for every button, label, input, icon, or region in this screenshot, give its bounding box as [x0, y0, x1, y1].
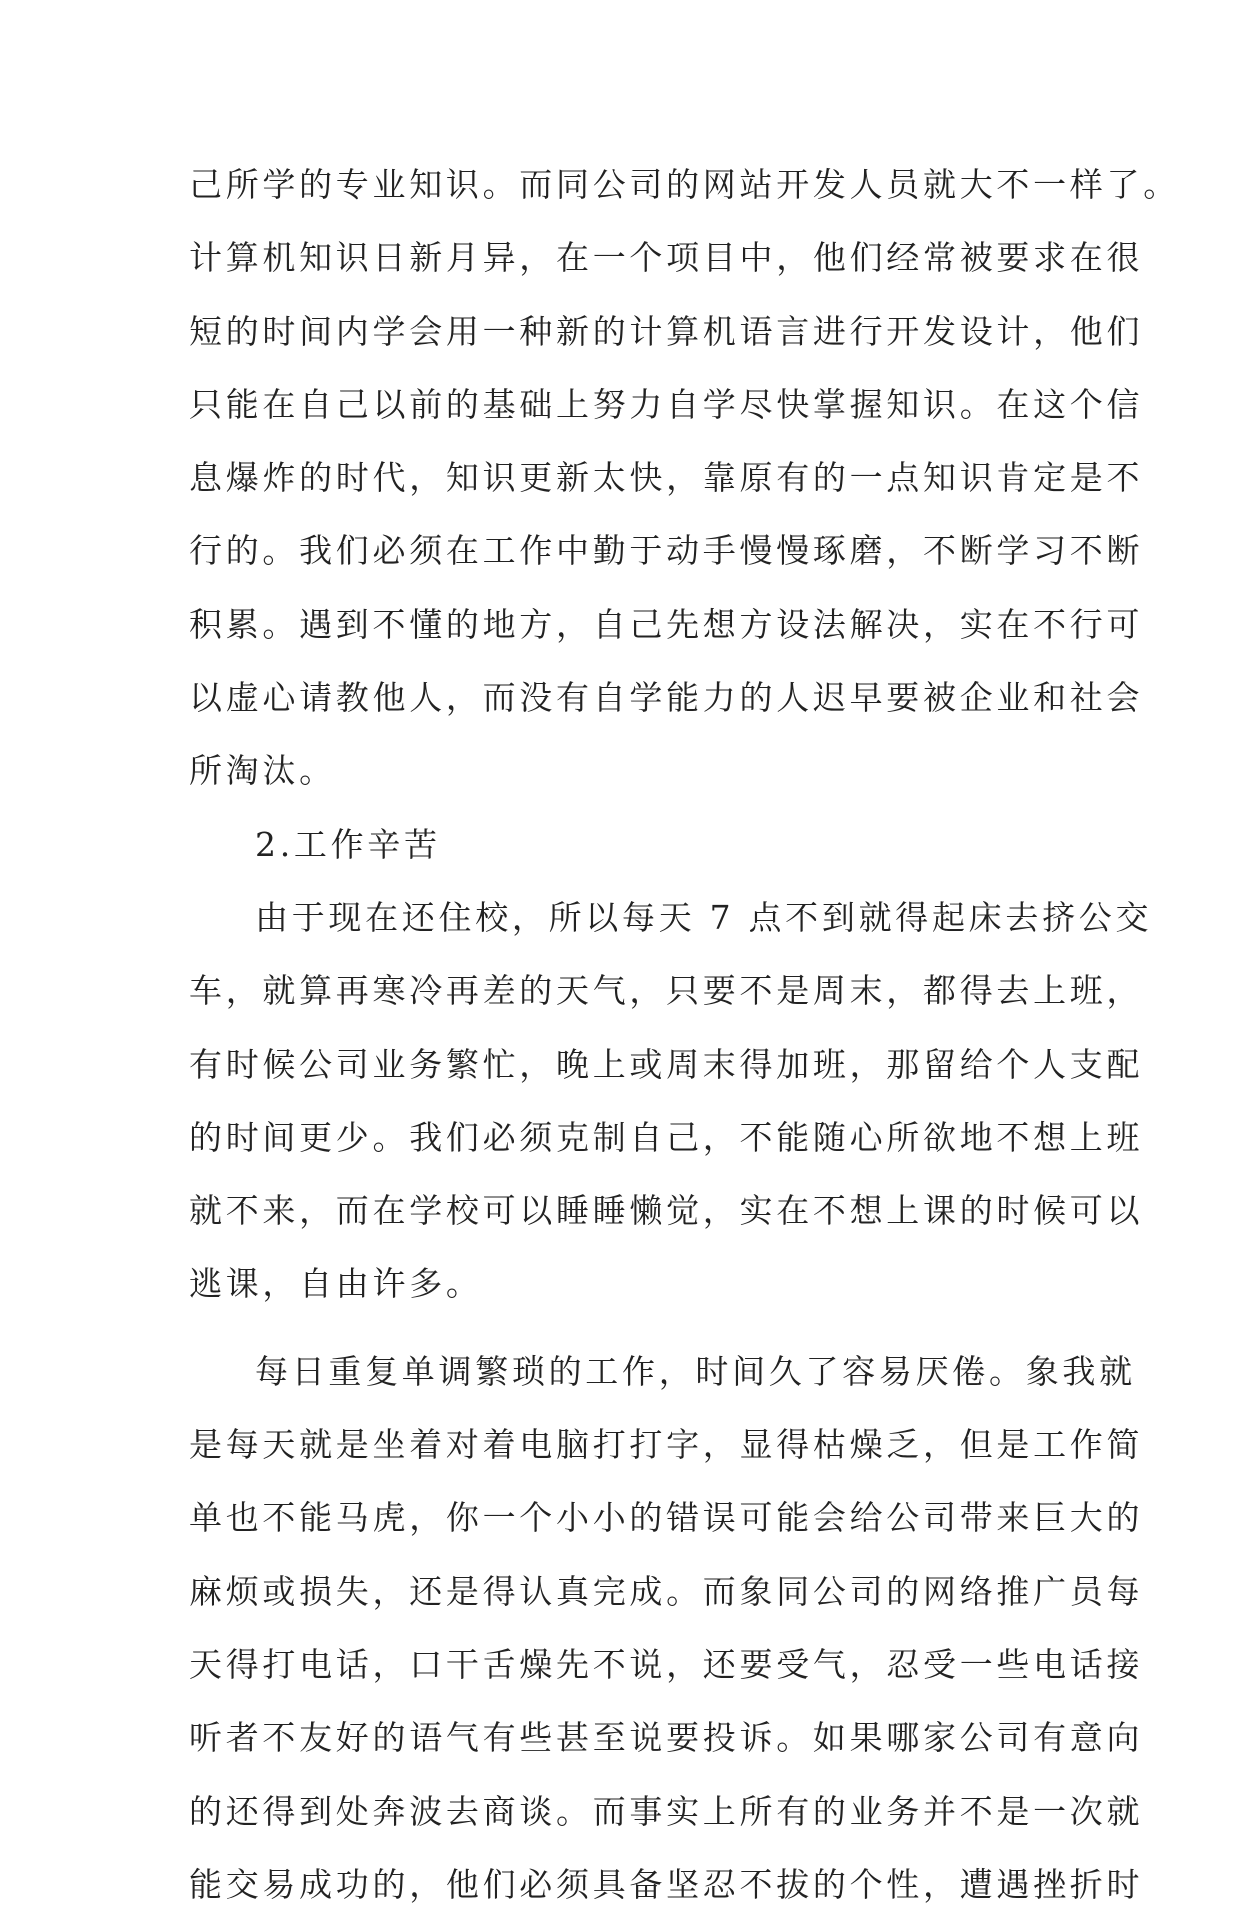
text-line: 车，就算再寒冷再差的天气，只要不是周末，都得去上班， — [189, 971, 1144, 1011]
text-line: 有时候公司业务繁忙，晚上或周末得加班，那留给个人支配 — [189, 1044, 1144, 1084]
text-line: 听者不友好的语气有些甚至说要投诉。如果哪家公司有意向 — [189, 1718, 1144, 1758]
text-line: 行的。我们必须在工作中勤于动手慢慢琢磨，不断学习不断 — [189, 531, 1144, 571]
text-line: 是每天就是坐着对着电脑打打字，显得枯燥乏，但是工作简 — [189, 1425, 1144, 1465]
paragraph-repetitive-work — [189, 1335, 1144, 1921]
text-line: 由于现在还住校，所以每天 7 点不到就得起床去挤公交 — [255, 897, 1153, 937]
text-line: 就不来，而在学校可以睡睡懒觉，实在不想上课的时候可以 — [189, 1191, 1144, 1231]
text-line: 每日重复单调繁琐的工作，时间久了容易厌倦。象我就 — [255, 1351, 1136, 1391]
text-line: 的还得到处奔波去商谈。而事实上所有的业务并不是一次就 — [189, 1791, 1144, 1831]
section-heading: 2.工作辛苦 — [255, 824, 441, 864]
text-line: 天得打电话，口干舌燥先不说，还要受气，忍受一些电话接 — [189, 1644, 1144, 1684]
text-line: 逃课，自由许多。 — [189, 1264, 483, 1304]
text-line: 计算机知识日新月异，在一个项目中，他们经常被要求在很 — [189, 238, 1144, 278]
text-line: 己所学的专业知识。而同公司的网站开发人员就大不一样了。 — [189, 165, 1180, 204]
text-line: 所淘汰。 — [189, 751, 336, 791]
text-line: 短的时间内学会用一种新的计算机语言进行开发设计，他们 — [189, 311, 1144, 351]
text-line: 息爆炸的时代，知识更新太快，靠原有的一点知识肯定是不 — [189, 458, 1144, 498]
document-body — [189, 148, 1180, 1921]
paragraph-self-learning — [189, 148, 1180, 808]
paragraph-spacer — [189, 1321, 1089, 1335]
text-line: 麻烦或损失，还是得认真完成。而象同公司的网络推广员每 — [189, 1571, 1144, 1611]
text-line: 以虚心请教他人，而没有自学能力的人迟早要被企业和社会 — [189, 678, 1144, 718]
text-line: 只能在自己以前的基础上努力自学尽快掌握知识。在这个信 — [189, 384, 1144, 424]
text-line: 积累。遇到不懂的地方，自己先想方设法解决，实在不行可 — [189, 604, 1144, 644]
text-line: 的时间更少。我们必须克制自己，不能随心所欲地不想上班 — [189, 1117, 1144, 1157]
text-line: 能交易成功的，他们必须具备坚忍不拔的个性，遭遇挫折时 — [189, 1864, 1144, 1904]
paragraph-hard-work — [189, 881, 1153, 1321]
text-line: 单也不能马虎，你一个小小的错误可能会给公司带来巨大的 — [189, 1498, 1144, 1538]
